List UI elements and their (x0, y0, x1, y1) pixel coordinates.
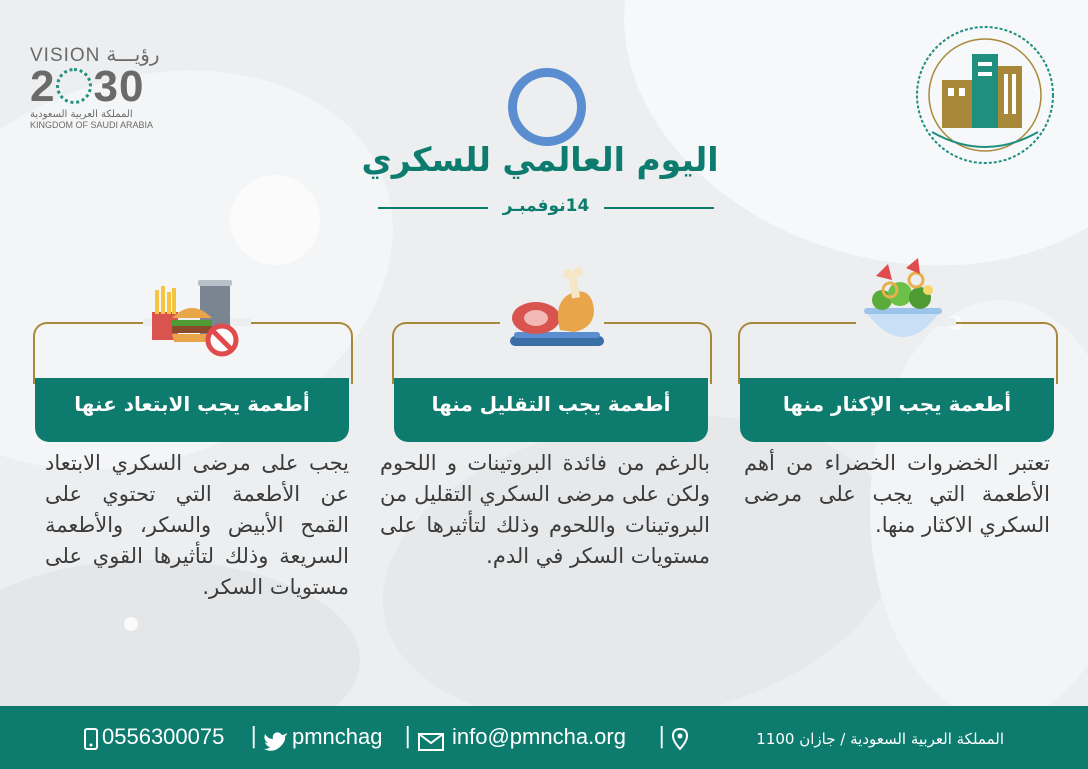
footer-separator: | (250, 724, 258, 749)
footer-separator: | (404, 724, 412, 749)
meat-icon (508, 266, 606, 356)
twitter-handle[interactable]: pmnchag (292, 724, 383, 749)
organization-seal-logo (912, 22, 1058, 168)
footer-bar (0, 706, 1088, 769)
vision-label-en: VISION (30, 45, 101, 66)
vision-emblem-icon (56, 68, 92, 104)
location-pin-icon (672, 728, 688, 750)
column-body: يجب على مرضى السكري الابتعاد عن الأطعمة التي تحتوي على القمح الأبيض والسكر، والأطعمة السريعة وذلك لتأثيرها القوي على مستويات السكر. (45, 451, 349, 599)
column-body: بالرغم من فائدة البروتينات و اللحوم ولكن على مرضى السكري التقليل من البروتينات واللحوم وذلك لتأثيرها على مستويات السكر في الدم. (380, 451, 710, 568)
column-heading: أطعمة يجب الابتعاد عنها (74, 392, 310, 416)
email-address[interactable]: info@pmncha.org (452, 724, 626, 749)
vision-country-ar: المملكة العربية السعودية (30, 109, 133, 120)
phone-icon (84, 728, 98, 750)
blue-circle-icon (508, 68, 586, 146)
column-heading: أطعمة يجب التقليل منها (431, 392, 671, 416)
vision-2030-logo (30, 42, 175, 130)
email-icon (418, 733, 444, 751)
vision-year-part: 30 (93, 62, 145, 111)
fast-food-icon (150, 262, 244, 358)
page-title: اليوم العالمي للسكري (361, 140, 719, 179)
column-body: تعتبر الخضروات الخضراء من أهم الأطعمة التي يجب على مرضى السكري الاكثار منها. (744, 451, 1050, 537)
event-date: 14نوفمبـر (502, 196, 590, 216)
column-banner (35, 378, 349, 442)
date-row (378, 196, 714, 220)
column-heading: أطعمة يجب الإكثار منها (782, 392, 1012, 416)
decor-dot (124, 617, 138, 631)
column-banner (740, 378, 1054, 442)
footer-separator: | (658, 724, 666, 749)
vision-country-en: KINGDOM OF SAUDI ARABIA (30, 120, 154, 130)
background-circle (230, 175, 320, 265)
vision-label-ar: رؤيـــة (106, 44, 160, 66)
phone-number[interactable]: 0556300075 (102, 724, 225, 749)
address: المملكة العربية السعودية / جازان 1100 (756, 730, 1004, 748)
salad-icon (860, 254, 946, 354)
vision-year-part: 2 (30, 62, 56, 111)
column-banner (394, 378, 708, 442)
twitter-icon (264, 731, 288, 751)
